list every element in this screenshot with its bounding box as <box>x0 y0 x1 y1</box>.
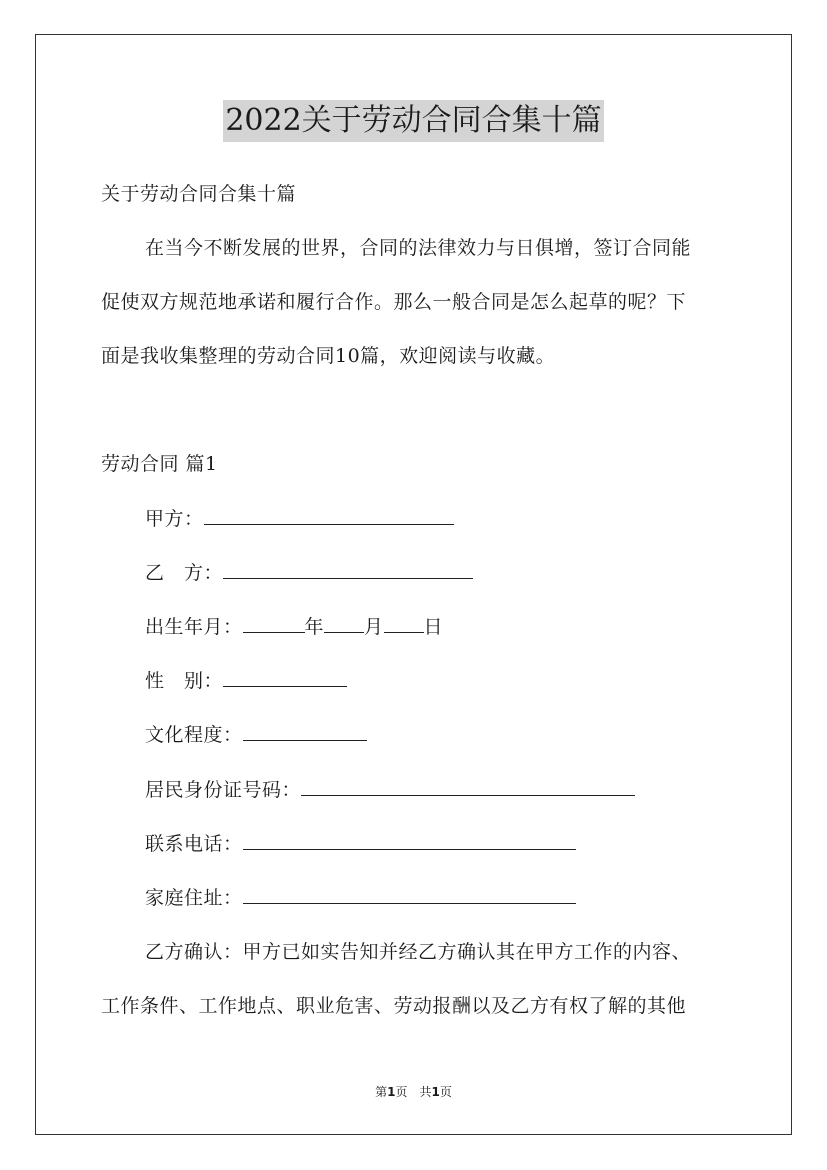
confirm-line-1: 乙方确认：甲方已如实告知并经乙方确认其在甲方工作的内容、 <box>145 941 692 963</box>
birth-day-blank <box>384 616 424 633</box>
confirm-line-2: 工作条件、工作地点、职业危害、劳动报酬以及乙方有权了解的其他 <box>101 995 687 1017</box>
education-blank <box>243 724 367 741</box>
field-gender <box>145 667 347 695</box>
field-education-label: 文化程度： <box>145 724 243 746</box>
intro-line-3: 面是我收集整理的劳动合同10篇，欢迎阅读与收藏。 <box>101 345 556 367</box>
birth-month-label: 月 <box>364 616 384 638</box>
field-party-a <box>145 505 454 533</box>
field-education <box>145 721 367 749</box>
birth-day-label: 日 <box>423 616 444 638</box>
intro-line-2: 促使双方规范地承诺和履行合作。那么一般合同是怎么起草的呢？下 <box>101 291 687 313</box>
footer-page-mid: 页 共 <box>395 1085 432 1099</box>
field-party-a-label: 甲方： <box>145 508 204 530</box>
section-heading: 劳动合同 篇1 <box>101 453 218 475</box>
gender-blank <box>223 670 347 687</box>
footer-page-number: 1 <box>387 1085 396 1099</box>
birth-month-blank <box>324 616 364 633</box>
field-address <box>145 884 576 912</box>
footer-page-suffix: 页 <box>439 1085 452 1099</box>
field-address-label: 家庭住址： <box>145 887 243 909</box>
title-container <box>0 100 827 142</box>
field-id-number-label: 居民身份证号码： <box>145 779 302 801</box>
field-phone-label: 联系电话： <box>145 833 243 855</box>
field-phone <box>145 830 576 858</box>
phone-blank <box>243 833 576 850</box>
document-subtitle: 关于劳动合同合集十篇 <box>101 183 297 205</box>
field-id-number <box>145 776 635 804</box>
page-footer <box>0 1083 827 1100</box>
birth-year-blank <box>243 616 305 633</box>
field-party-b-label: 乙 方： <box>145 562 224 584</box>
party-b-blank <box>223 562 473 579</box>
id-number-blank <box>301 779 635 796</box>
intro-line-1: 在当今不断发展的世界，合同的法律效力与日俱增，签订合同能 <box>145 237 692 259</box>
field-birth-label: 出生年月： <box>145 616 243 638</box>
footer-page-prefix: 第 <box>375 1085 388 1099</box>
birth-year-label: 年 <box>304 616 325 638</box>
address-blank <box>243 887 576 904</box>
field-gender-label: 性 别： <box>145 670 224 692</box>
field-birth <box>145 613 443 641</box>
footer-page-total: 1 <box>431 1085 440 1099</box>
party-a-blank <box>204 508 454 525</box>
document-title: 2022关于劳动合同合集十篇 <box>223 100 603 142</box>
field-party-b <box>145 559 473 587</box>
